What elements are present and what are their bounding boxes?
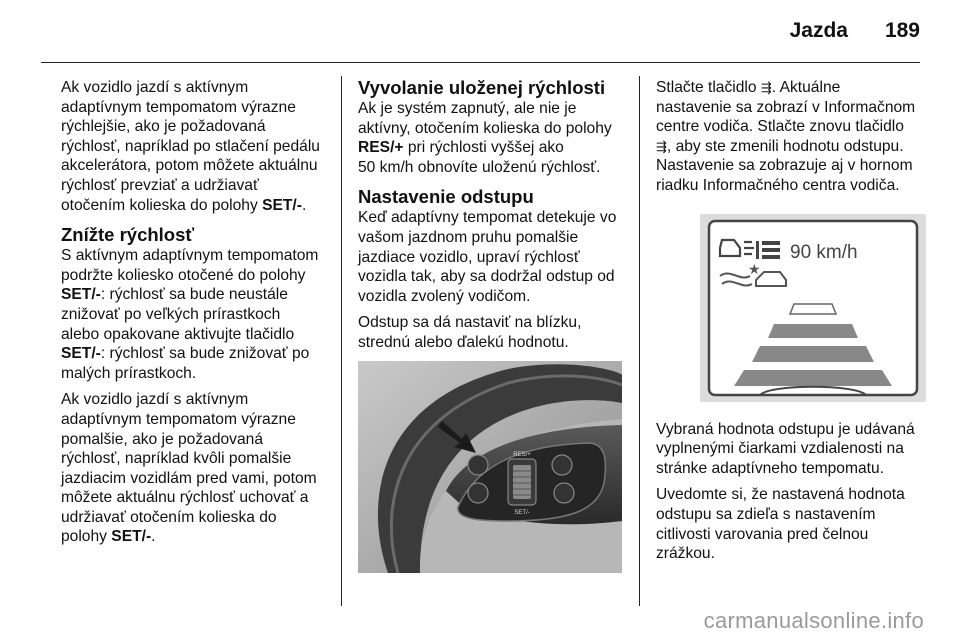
text-line: rýchlosť, napríklad kvôli pomalšie [61,450,292,468]
gap-bar-mid-2 [752,346,874,362]
text-line: . [151,528,156,546]
text-line: zrážkou. [656,545,715,563]
gap-button-icon: ⇶ [760,80,772,95]
paragraph-shared-setting [656,485,928,563]
res-label: RES/+ [358,139,404,157]
text-line: akcelerátora, potom môžete aktuálnu [61,157,318,175]
paragraph-gap [358,208,626,306]
text-line: citlivosti varovania pred čelnou [656,525,869,543]
set-button-label: SET/- [514,509,530,516]
text-line: pri rýchlosti vyššej ako [403,139,564,157]
watermark: carmanualsonline.info [703,608,924,633]
text-line: rýchlosť prevziať a udržiavať [61,176,259,194]
text-line: jazdiace vozidlo, upraví rýchlosť [358,248,580,266]
paragraph-selected-gap [656,420,928,479]
steering-wheel-illustration [358,361,622,573]
text-line: Odstup sa dá nastaviť na blízku, [358,314,582,332]
heading-recall-speed: Vyvolanie uloženej rýchlosti [358,77,606,98]
text-line: vozidla zvolený vodičom. [358,287,531,305]
driver-info-center-display [700,214,926,402]
chapter-title: Jazda [789,19,848,42]
text-line: . [301,196,307,214]
text-line: . Aktuálne [771,79,841,96]
text-line: malých prírastkoch. [61,364,197,382]
column-1 [61,78,333,554]
text-line: znižovať po veľkých prírastkoch [61,305,281,323]
text-line: Ak vozidlo jazdí s aktívnym [61,79,249,96]
paragraph-gap-values [358,313,626,352]
text-line: Nastavenie sa zobrazuje aj v hornom [656,157,913,175]
column-2 [358,78,626,573]
text-line: aktívny, otočením kolieska do polohy [358,119,612,137]
text-line: S aktívnym adaptívnym tempomatom [61,247,319,265]
set-label: SET/- [61,286,101,304]
steering-wheel-photo [358,361,622,573]
text-line: strednú alebo ďalekú hodnotu. [358,333,569,351]
text-line: vozidla tak, aby sa dodržal odstup od [358,268,615,286]
column-divider-1 [341,76,342,606]
text-line: Ak vozidlo jazdí s aktívnym [61,391,249,409]
text-line: nastavenie sa zobrazí v Informačnom [656,98,916,116]
text-line: udržiavať otočením kolieska do [61,508,277,526]
text-line: , aby ste zmenili hodnotu odstupu. [666,137,904,155]
text-line: Stlačte tlačidlo [656,79,761,96]
column-divider-2 [639,76,640,606]
paragraph-recall [358,99,626,177]
star-icon: ★ [748,261,761,278]
paragraph-slower [61,390,333,547]
text-line: rýchlosť, napríklad po stlačení pedálu [61,137,320,155]
heading-gap-setting: Nastavenie odstupu [358,186,534,208]
set-label: SET/- [111,528,152,546]
text-line: 50 km/h obnovíte uloženú rýchlosť. [358,158,601,176]
text-line: riadku Informačného centra vodiča. [656,176,900,194]
paragraph-press-button [656,78,928,196]
gap-display-illustration [700,214,926,402]
text-line: adaptívnym tempomatom výrazne [61,98,296,116]
paragraph-faster [61,78,333,215]
text-line: Keď adaptívny tempomat detekuje vo [358,209,617,227]
gap-button-icon: ⇶ [656,138,667,154]
text-line: môžete aktuálnu rýchlosť uchovať a [61,489,309,507]
text-line: odstupu sa zdieľa s nastavením [656,505,876,523]
header-divider [41,62,920,63]
text-line: vašom jazdnom pruhu pomalšie [358,228,579,246]
text-line: adaptívnym tempomatom výrazne [61,410,296,428]
column-3 [656,78,928,571]
set-label: SET/- [61,345,101,363]
text-line: polohy [61,528,112,546]
text-line: podržte koliesko otočené do polohy [61,266,306,284]
gap-bar-mid-1 [768,324,858,338]
text-line: jazdiacim vozidlám pred vami, potom [61,469,317,487]
text-line: : rýchlosť sa bude neustále [100,286,288,304]
text-line: vyplnenými čiarkami vzdialenosti na [656,440,904,458]
text-line: Vybraná hodnota odstupu je udávaná [656,420,915,438]
text-line: rýchlejšie, ako je požadovaná [61,118,266,136]
res-button-label: RES/+ [513,451,531,458]
text-line: pomalšie, ako je požadovaná [61,430,263,448]
text-line: : rýchlosť sa bude znižovať po [100,345,310,363]
text-line: Ak je systém zapnutý, ale nie je [358,100,577,117]
text-line: centre vodiča. Stlačte znovu tlačidlo [656,118,904,136]
paragraph-reduce [61,246,333,383]
text-line: alebo opakovane aktivujte tlačidlo [61,325,295,343]
set-speed-readout: 90 km/h [790,241,858,263]
heading-reduce-speed: Znížte rýchlosť [61,224,195,246]
gap-bar-near [734,370,892,386]
text-line: otočením kolieska do polohy [61,196,263,214]
text-line: stránke adaptívneho tempomatu. [656,459,884,477]
set-label: SET/- [262,196,302,214]
page-number: 189 [884,19,920,42]
text-line: Uvedomte si, že nastavená hodnota [656,486,905,504]
